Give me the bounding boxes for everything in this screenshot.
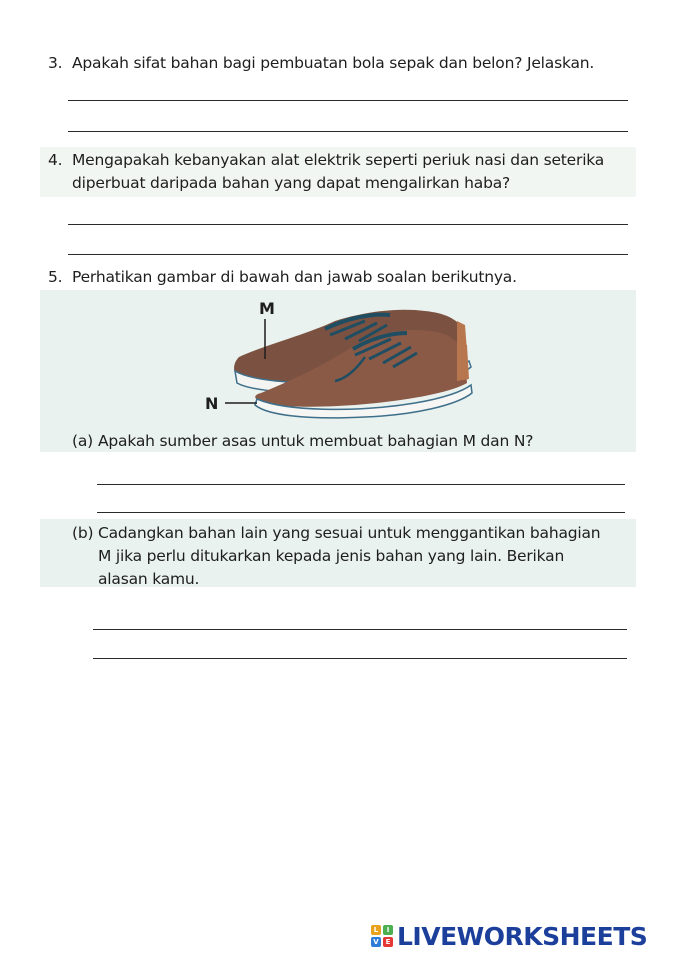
question-text-line-2: diperbuat daripada bahan yang dapat mengalirkan haba? — [72, 174, 511, 192]
question-text-line-1: Mengapakah kebanyakan alat elektrik seperti periuk nasi dan seterika — [72, 151, 605, 169]
label-m: M — [259, 299, 275, 318]
question-text: Perhatikan gambar di bawah dan jawab soalan berikutnya. — [72, 268, 517, 286]
liveworksheets-logo[interactable] — [371, 918, 647, 954]
brand-name: LIVEWORKSHEETS — [397, 921, 648, 951]
logo-icon — [371, 925, 393, 947]
answer-input-q5b-1[interactable] — [93, 604, 631, 630]
part-b-text-line-2: M jika perlu ditukarkan kepada jenis bahan yang lain. Berikan — [98, 547, 565, 565]
answer-input-q5a-2[interactable] — [97, 487, 629, 513]
question-number: 4. — [48, 151, 63, 169]
answer-input-q4-2[interactable] — [68, 229, 632, 255]
part-a-text: Apakah sumber asas untuk membuat bahagian M dan N? — [98, 432, 534, 450]
logo-tile: V — [371, 937, 381, 947]
sneaker-illustration — [195, 295, 475, 425]
part-b-label: (b) — [72, 524, 94, 542]
question-text: Apakah sifat bahan bagi pembuatan bola sepak dan belon? Jelaskan. — [72, 54, 595, 72]
answer-input-q4-1[interactable] — [68, 199, 632, 225]
label-n: N — [205, 394, 219, 413]
answer-input-q3-2[interactable] — [68, 106, 632, 132]
logo-tile: L — [371, 925, 381, 935]
question-number: 3. — [48, 54, 63, 72]
part-b-text-line-3: alasan kamu. — [98, 570, 200, 588]
answer-input-q3-1[interactable] — [68, 75, 632, 101]
question-number: 5. — [48, 268, 63, 286]
part-b-text-line-1: Cadangkan bahan lain yang sesuai untuk menggantikan bahagian — [98, 524, 601, 542]
logo-tile: E — [383, 937, 393, 947]
part-a-label: (a) — [72, 432, 93, 450]
answer-input-q5b-2[interactable] — [93, 633, 631, 659]
logo-tile: I — [383, 925, 393, 935]
answer-input-q5a-1[interactable] — [97, 459, 629, 485]
shoe-image — [195, 295, 475, 425]
